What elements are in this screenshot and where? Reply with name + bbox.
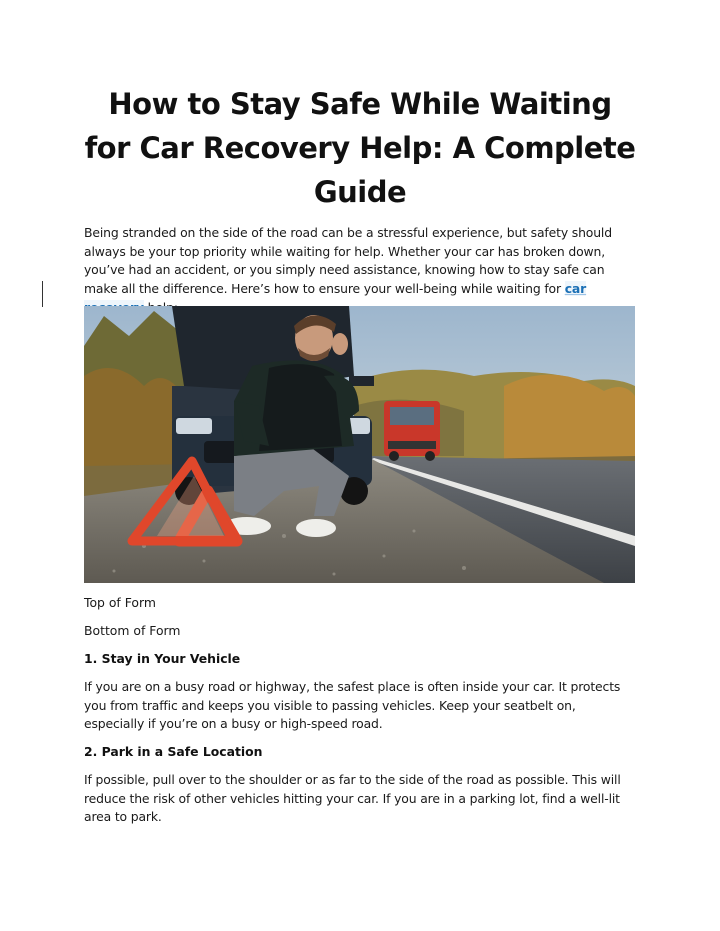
car-recovery-link[interactable]: car (84, 281, 586, 315)
section-text-stay-in-vehicle: If you are on a busy road or highway, the safest place is often inside your car. It protects you from traffic and keeps you visible to passing vehicles. Keep your seatbelt on, especially if you’re on a busy or high-speed road. (84, 679, 621, 732)
form-top-label: Top of Form (84, 595, 156, 610)
article-title: How to Stay Safe While Waiting for Car Recovery Help: A Complete Guide (84, 87, 636, 209)
text-cursor-mark (42, 281, 43, 307)
intro-paragraph (84, 224, 636, 318)
section-heading-stay-in-vehicle: 1. Stay in Your Vehicle (84, 651, 241, 666)
section-heading-safe-location: 2. Park in a Safe Location (84, 744, 263, 759)
form-bottom-label: Bottom of Form (84, 623, 181, 638)
hero-image-illustration (84, 306, 635, 583)
section-text-safe-location: If possible, pull over to the shoulder or as far to the side of the road as possible. This will reduce the risk of other vehicles hitting your car. If you are in a parking lot, find a well-lit area to park. (84, 772, 621, 825)
hero-image (84, 306, 635, 583)
intro-text: Being stranded on the side of the road can be a stressful experience, but safety should always be your top priority while waiting for help. Whether your car has broken down, you’ve had an accident, or you simply need assistance, knowing how to stay safe can make all the difference. Here’s how to ensure your well-being while waiting for (84, 225, 612, 297)
